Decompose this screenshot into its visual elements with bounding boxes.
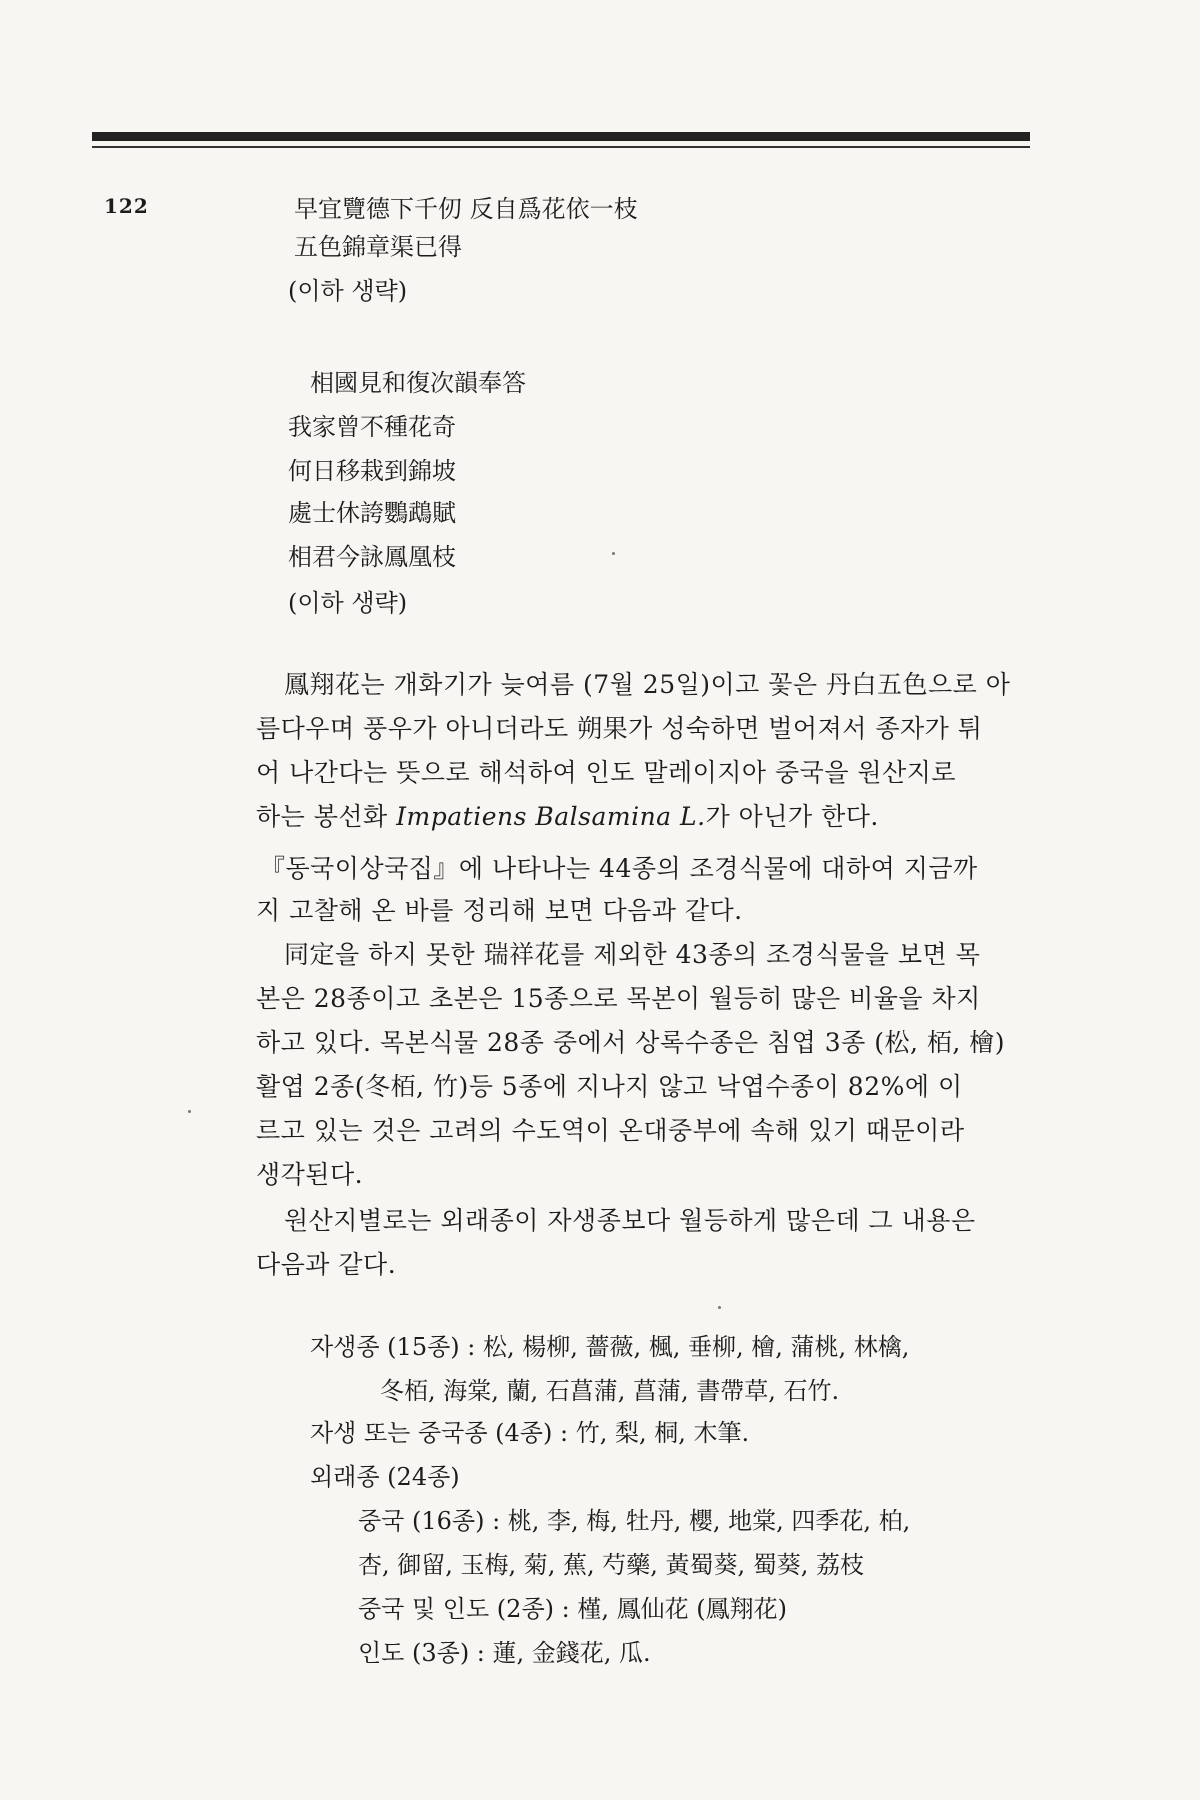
list-line: 자생 또는 중국종 (4종) : 竹, 梨, 桐, 木筆. [310, 1419, 750, 1447]
body-line: 하고 있다. 목본식물 28종 중에서 상록수종은 침엽 3종 (松, 栢, 檜) [256, 1028, 1006, 1057]
body-line: 활엽 2종(冬栢, 竹)등 5종에 지나지 않고 낙엽수종이 82%에 이 [256, 1072, 963, 1101]
body-line: 하는 봉선화 Impatiens Balsamina L.가 아닌가 한다. [256, 802, 879, 831]
poem1-line: 早宜覽德下千仞 反自爲花依一枝 [294, 195, 638, 223]
body-line: 지 고찰해 온 바를 정리해 보면 다음과 같다. [256, 896, 743, 925]
poem1-line: 五色錦章渠已得 [294, 233, 462, 261]
list-line: 冬栢, 海棠, 蘭, 石菖蒲, 菖蒲, 書帶草, 石竹. [380, 1377, 840, 1405]
header-rule-thin [92, 146, 1030, 148]
body-line: 鳳翔花는 개화기가 늦여름 (7월 25일)이고 꽃은 丹白五色으로 아 [284, 670, 1011, 699]
scan-speck [718, 1306, 721, 1309]
page-number: 122 [104, 194, 149, 218]
body-line: 생각된다. [256, 1160, 364, 1189]
poem2-line: 何日移栽到錦坡 [288, 457, 456, 485]
poem2-omission-note: (이하 생략) [288, 589, 408, 617]
list-line: 중국 및 인도 (2종) : 槿, 鳳仙花 (鳳翔花) [358, 1595, 787, 1623]
list-line: 인도 (3종) : 蓮, 金錢花, 瓜. [358, 1639, 651, 1667]
poem1-omission-note: (이하 생략) [288, 277, 408, 305]
scientific-name: Impatiens Balsamina L. [396, 802, 706, 831]
body-line: 르고 있는 것은 고려의 수도역이 온대중부에 속해 있기 때문이라 [256, 1116, 965, 1145]
body-line: 원산지별로는 외래종이 자생종보다 월등하게 많은데 그 내용은 [284, 1206, 976, 1235]
list-line: 杏, 御留, 玉梅, 菊, 蕉, 芍藥, 黃蜀葵, 蜀葵, 荔枝 [358, 1551, 865, 1579]
body-line: 同定을 하지 못한 瑞祥花를 제외한 43종의 조경식물을 보면 목 [284, 940, 981, 969]
poem2-line: 相君今詠鳳凰枝 [288, 543, 456, 571]
list-line: 자생종 (15종) : 松, 楊柳, 薔薇, 楓, 垂柳, 檜, 蒲桃, 林檎, [310, 1333, 910, 1361]
list-line: 중국 (16종) : 桃, 李, 梅, 牡丹, 櫻, 地棠, 四季花, 柏, [358, 1507, 911, 1535]
poem2-line: 處士休誇鸚鵡賦 [288, 499, 456, 527]
body-line: 름다우며 풍우가 아니더라도 朔果가 성숙하면 벌어져서 종자가 튀 [256, 714, 983, 743]
header-rule-thick [92, 132, 1030, 141]
poem2-line: 我家曾不種花奇 [288, 413, 456, 441]
poem2-title: 相國見和復次韻奉答 [310, 369, 526, 397]
scan-speck [612, 552, 615, 555]
body-line: 다음과 같다. [256, 1250, 397, 1279]
scan-speck [188, 1110, 191, 1113]
body-line: 어 나간다는 뜻으로 해석하여 인도 말레이지아 중국을 원산지로 [256, 758, 957, 787]
body-line: 본은 28종이고 초본은 15종으로 목본이 월등히 많은 비율을 차지 [256, 984, 981, 1013]
list-line: 외래종 (24종) [310, 1463, 460, 1491]
body-line: 『동국이상국집』에 나타나는 44종의 조경식물에 대하여 지금까 [260, 854, 978, 883]
